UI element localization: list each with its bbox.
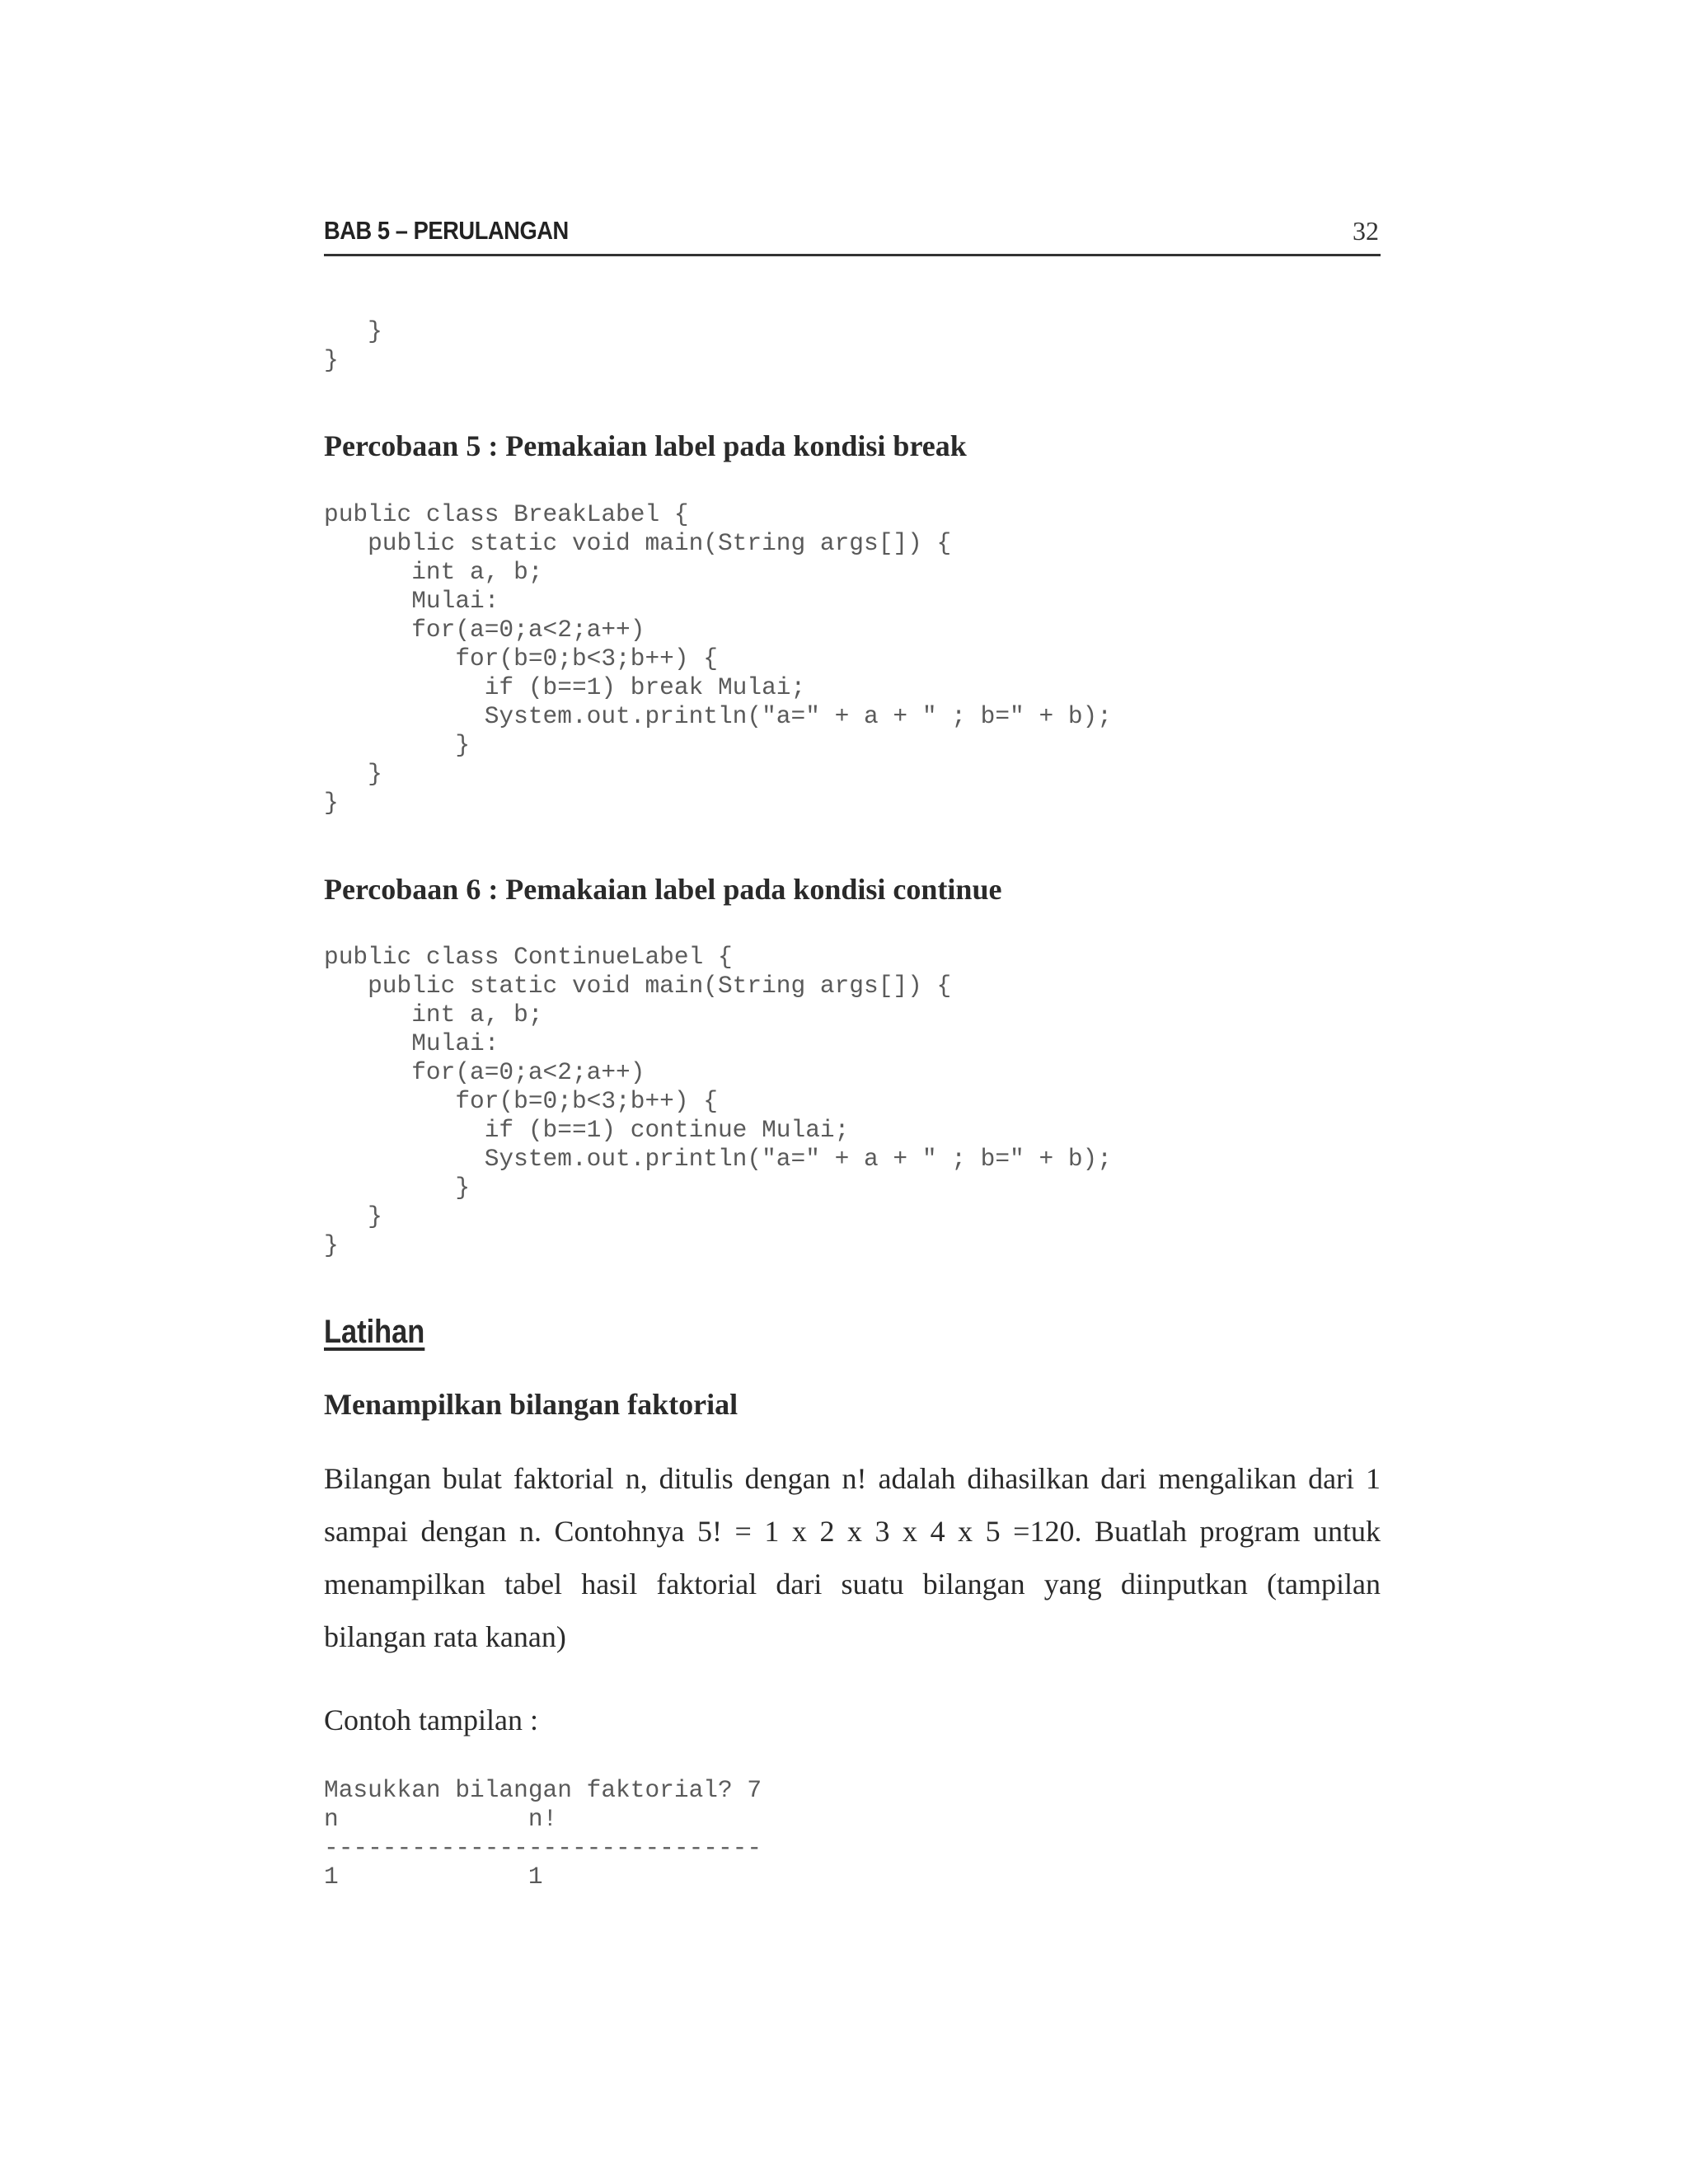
page-header — [324, 216, 1381, 256]
exercise-subtitle: Menampilkan bilangan faktorial — [324, 1388, 738, 1421]
example-output-label: Contoh tampilan : — [324, 1704, 538, 1736]
experiment-5-code: public class BreakLabel { public static void main(String args[]) { int a, b; Mulai: for(a=0;a<2;a++) for(b=0;b<3;b++) { if (b==1) break Mulai; System.out.println("a=" + a + " ; b=" + b); } } } — [324, 500, 1112, 817]
exercise-description: Bilangan bulat faktorial n, ditulis dengan n! adalah dihasilkan dari mengalikan dari 1 sampai dengan n. Contohnya 5! = 1 x 2 x 3 x 4 x 5 =120. Buatlah program untuk menampilkan tabel hasil faktorial dari suatu bilangan yang diinputkan (tampilan bilangan rata kanan) — [324, 1462, 1381, 1653]
chapter-title: BAB 5 – PERULANGAN — [324, 216, 569, 245]
code-fragment-closing-braces: } } — [324, 317, 382, 374]
experiment-6-title: Percobaan 6 : Pemakaian label pada kondisi continue — [324, 873, 1002, 906]
experiment-5-title: Percobaan 5 : Pemakaian label pada kondisi break — [324, 429, 967, 462]
experiment-6-code: public class ContinueLabel { public static void main(String args[]) { int a, b; Mulai: for(a=0;a<2;a++) for(b=0;b<3;b++) { if (b==1) continue Mulai; System.out.println("a=" + a + " ; b=" + b); } } } — [324, 943, 1112, 1259]
exercise-section-title: Latihan — [324, 1314, 425, 1350]
document-page — [324, 0, 1381, 2184]
page-number: 32 — [1353, 216, 1379, 246]
example-output: Masukkan bilangan faktorial? 7 n n! ------------------------------ 1 1 — [324, 1776, 762, 1891]
